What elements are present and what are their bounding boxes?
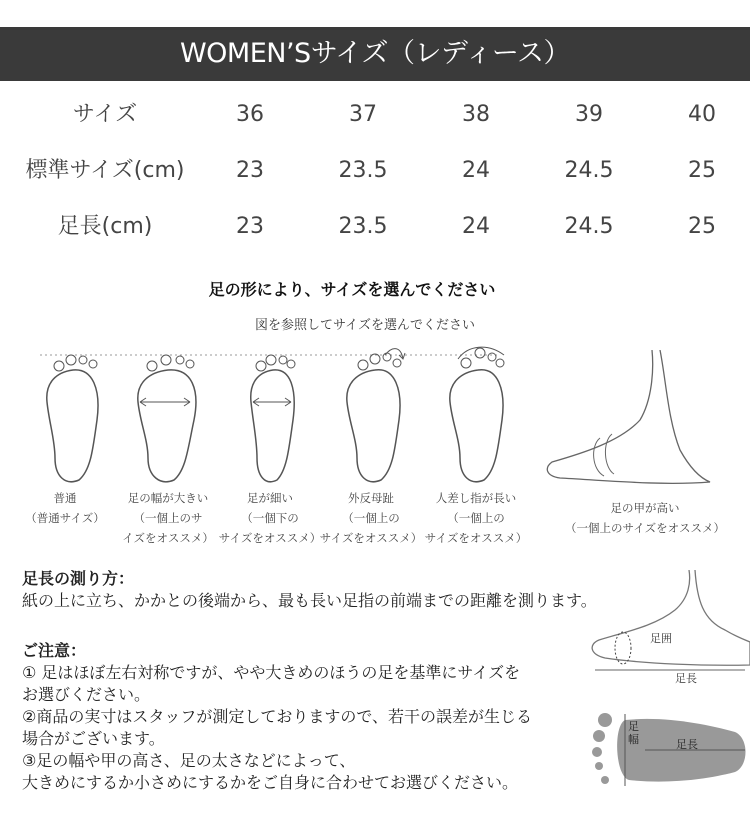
table-cell: 23.5 [338, 158, 388, 183]
side-foot-diagram [585, 570, 750, 680]
table-cell: 38 [462, 102, 490, 127]
foot-type-caption [15, 488, 115, 528]
table-cell: 36 [236, 102, 264, 127]
size-chart-header: WOMEN’Sサイズ（レディース） [0, 27, 750, 81]
caption-line: 人差し指が長い [435, 491, 517, 505]
notes-title: ご注意： [22, 641, 87, 660]
table-cell: 23.5 [338, 214, 388, 239]
narrow-foot-icon [235, 350, 315, 490]
girth-label: 足囲 [650, 632, 672, 645]
caption-line: 足の甲が高い [610, 501, 680, 515]
long-index-toe-foot-icon [438, 345, 528, 485]
table-cell: 25 [688, 214, 716, 239]
table-cell: 37 [349, 102, 377, 127]
caption-line: 足が細い [247, 491, 293, 505]
notes-line: お選びください。 [22, 685, 151, 704]
notes-line: ③足の幅や甲の高さ、足の太さなどによって、 [22, 751, 356, 770]
high-instep-foot-icon [540, 350, 740, 500]
row-label: サイズ [72, 102, 138, 127]
sole-diagram [585, 710, 750, 800]
measure-section [22, 568, 597, 612]
measure-title: 足長の測り方： [22, 569, 135, 588]
table-cell: 39 [575, 102, 603, 127]
table-cell: 24.5 [564, 158, 614, 183]
length-label: 足長 [675, 672, 697, 685]
caption-line: 足の幅が大きい [127, 491, 209, 505]
table-cell: 40 [688, 102, 716, 127]
notes-line: 大きめにするか小さめにするかをご自身に合わせてお選びください。 [22, 773, 519, 792]
table-cell: 23 [236, 214, 264, 239]
table-cell: 24 [462, 214, 490, 239]
normal-foot-icon [35, 350, 115, 490]
table-row [0, 207, 750, 247]
caption-line: （一個上の [342, 511, 400, 525]
sole-length-label: 足長 [676, 738, 698, 751]
table-row [0, 95, 750, 135]
notes-section [22, 640, 582, 794]
notes-line: ②商品の実寸はスタッフが測定しておりますので、若干の誤差が生じる [22, 707, 533, 726]
caption-line: サイズをオススメ） [218, 531, 322, 545]
caption-line: 外反母趾 [348, 491, 394, 505]
bunion-foot-icon [335, 345, 425, 485]
caption-line: イズをオススメ） [122, 531, 214, 545]
caption-line: サイズをオススメ） [424, 531, 528, 545]
table-row [0, 151, 750, 191]
foot-shape-title: 足の形により、サイズを選んでください [208, 280, 496, 299]
table-cell: 24.5 [564, 214, 614, 239]
caption-line: 普通 [53, 491, 77, 505]
foot-type-caption [420, 488, 532, 548]
width-label: 足幅 [628, 720, 639, 746]
wide-foot-icon [130, 350, 210, 490]
notes-line: ① 足はほぼ左右対称ですが、やや大きめのほうの足を基準にサイズを [22, 663, 521, 682]
notes-line: 場合がございます。 [22, 729, 165, 748]
row-label: 足長(cm) [57, 214, 153, 239]
caption-line: （普通サイズ） [25, 511, 105, 525]
caption-line: （一個上のサ [133, 511, 203, 525]
table-cell: 23 [236, 158, 264, 183]
table-cell: 24 [462, 158, 490, 183]
caption-line: （一個上のサイズをオススメ） [565, 521, 725, 535]
row-label: 標準サイズ(cm) [25, 158, 185, 183]
caption-line: （一個下の [241, 511, 299, 525]
foot-type-caption [315, 488, 427, 548]
foot-type-caption [113, 488, 223, 548]
foot-shape-subtitle: 図を参照してサイズを選んでください [255, 318, 475, 333]
foot-type-caption [215, 488, 325, 548]
measure-body: 紙の上に立ち、かかとの後端から、最も長い足指の前端までの距離を測ります。 [22, 591, 597, 610]
table-cell: 25 [688, 158, 716, 183]
caption-line: （一個上の [447, 511, 505, 525]
foot-type-caption [560, 498, 730, 538]
caption-line: サイズをオススメ） [319, 531, 423, 545]
